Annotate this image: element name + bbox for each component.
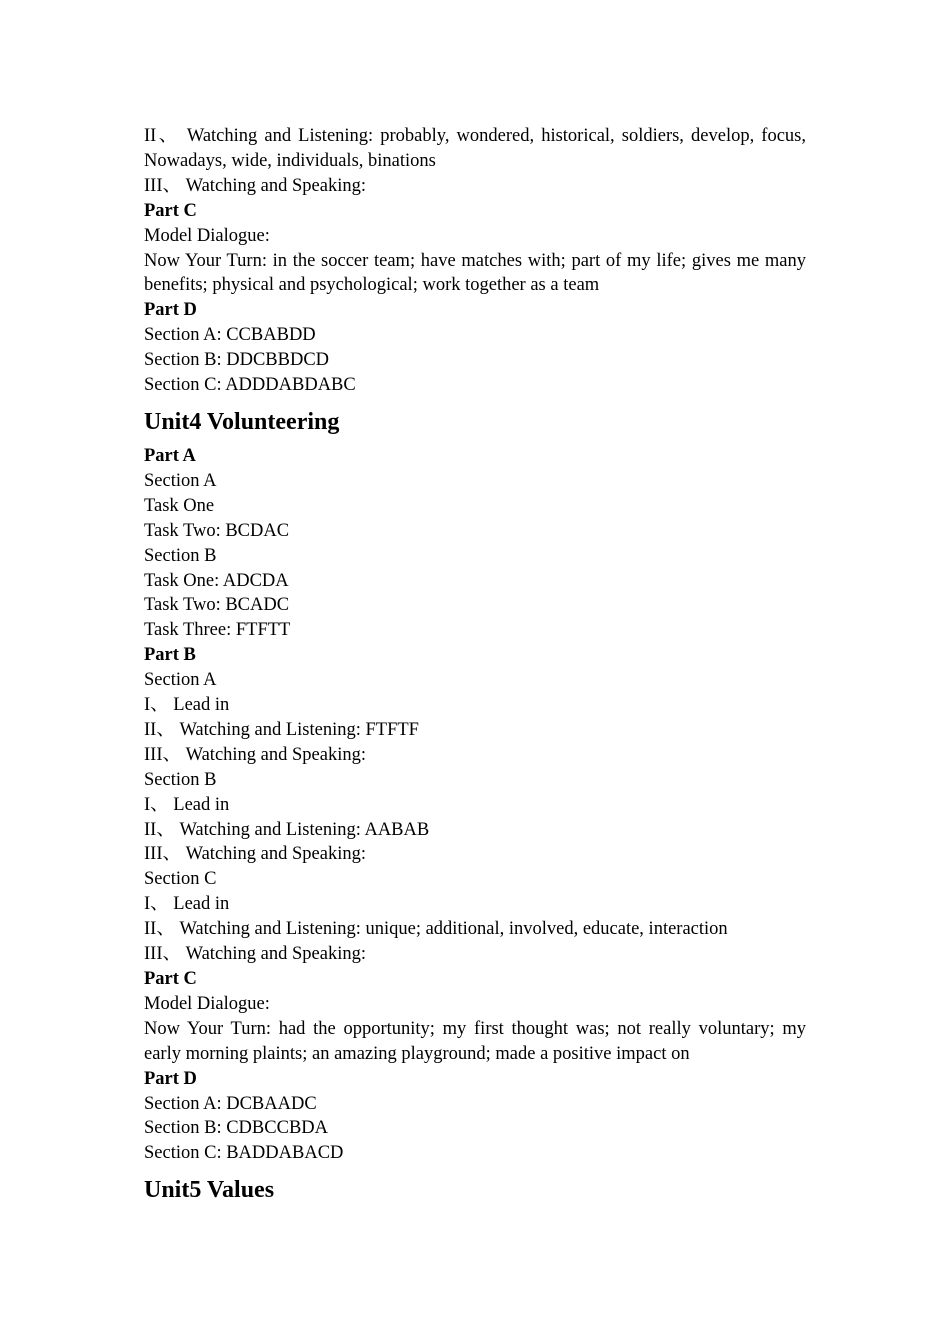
part-label: Part D [144, 1068, 197, 1089]
answer-line: II、 Watching and Listening: FTFTF [144, 719, 419, 740]
answer-line: I、 Lead in [144, 794, 230, 815]
answer-line: III、 Watching and Speaking: [144, 744, 366, 765]
answer-line: Task One [144, 495, 215, 516]
answer-line: III、 Watching and Speaking: [144, 844, 366, 865]
part-label: Part A [144, 445, 196, 466]
answer-line: Section C: BADDABACD [144, 1143, 344, 1164]
answer-line: III、 Watching and Speaking: [144, 175, 366, 196]
answer-line: I、 Lead in [144, 894, 230, 915]
answer-line: Section C [144, 869, 217, 890]
unit-heading: Unit4 Volunteering [144, 408, 340, 435]
answer-line: Section B: DDCBBDCD [144, 350, 330, 371]
answer-line: I、 Lead in [144, 695, 230, 716]
answer-line: Section A [144, 670, 217, 691]
part-label: Part D [144, 300, 197, 321]
answer-line: Section A [144, 470, 217, 491]
answer-line: Model Dialogue: [144, 993, 270, 1014]
answer-line: Section C: ADDDABDABC [144, 375, 356, 396]
answer-line: Section B [144, 545, 217, 566]
answer-line: Section B: CDBCCBDA [144, 1118, 328, 1139]
answer-line: Task Two: BCDAC [144, 520, 290, 541]
answer-line: II、 Watching and Listening: unique; additional, involved, educate, interaction [144, 919, 728, 940]
answer-line: III、 Watching and Speaking: [144, 944, 366, 965]
unit-heading: Unit5 Values [144, 1177, 275, 1204]
document-body [144, 124, 806, 1212]
answer-line: Section A: CCBABDD [144, 325, 316, 346]
answer-line: Task Three: FTFTT [144, 620, 291, 641]
answer-line: Model Dialogue: [144, 225, 270, 246]
answer-line: Now Your Turn: in the soccer team; have matches with; part of my life; gives me many benefits; physical and psychological; work together as a team [144, 250, 806, 296]
part-label: Part C [144, 200, 197, 221]
answer-line: II、 Watching and Listening: AABAB [144, 819, 430, 840]
part-label: Part B [144, 645, 196, 666]
answer-line: Task Two: BCADC [144, 595, 290, 616]
part-label: Part C [144, 969, 197, 989]
answer-line: Section B [144, 769, 217, 790]
answer-line: Task One: ADCDA [144, 570, 289, 591]
answer-line: Now Your Turn: had the opportunity; my first thought was; not really voluntary; my early morning plaints; an amazing playground; made a positive impact on [144, 1018, 806, 1064]
answer-line: II、 Watching and Listening: probably, wondered, historical, soldiers, develop, focus, Nowadays, wide, individuals, binations [144, 126, 806, 171]
answer-line: Section A: DCBAADC [144, 1093, 317, 1114]
